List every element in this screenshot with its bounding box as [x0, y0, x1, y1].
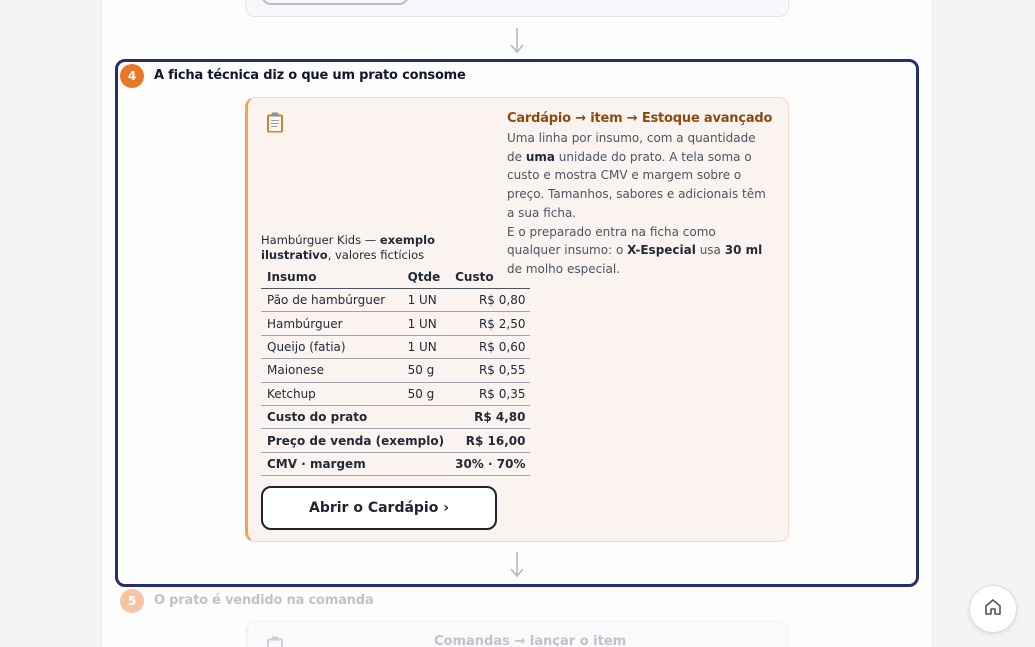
step-number-badge: 5 [120, 589, 144, 613]
text-span: Uma linha por insumo, com a quantidade de [507, 131, 756, 164]
text-span: unidade do prato. A tela soma o custo e mostra CMV e margem sobre o preço. Tamanhos, sabores e adicionais têm a sua ficha. [507, 149, 766, 220]
text-span: usa [695, 243, 725, 258]
table-row [261, 335, 530, 358]
side-paragraph [507, 129, 771, 223]
ingredient-name: Queijo (fatia) [261, 335, 402, 358]
step-number-badge: 4 [120, 64, 144, 88]
text-span: E o preparado entra na ficha como qualquer insumo: o [507, 224, 716, 258]
caption-text: Hambúrguer Kids — [261, 233, 380, 247]
table-row [261, 312, 530, 335]
previous-step-button[interactable] [261, 0, 409, 5]
ingredient-cost: R$ 0,35 [449, 382, 530, 405]
total-value: R$ 4,80 [449, 405, 530, 428]
table-row [261, 289, 530, 312]
side-title: Cardápio → item → Estoque avançado [507, 111, 773, 126]
total-value: R$ 16,00 [449, 429, 530, 452]
caption-suffix: , valores fictícios [327, 248, 425, 262]
ingredient-cost: R$ 0,80 [449, 289, 530, 312]
column-header-qtde: Qtde [402, 267, 450, 289]
table-row [261, 382, 530, 405]
total-label: Custo do prato [261, 405, 449, 428]
table-header-row [261, 267, 530, 289]
total-label: Preço de venda (exemplo) [261, 429, 449, 452]
step-title: A ficha técnica diz o que um prato consome [154, 68, 466, 83]
home-icon [983, 597, 1003, 621]
ingredients-table [261, 267, 530, 476]
ingredient-qty: 50 g [402, 382, 450, 405]
ingredient-qty: 1 UN [402, 289, 450, 312]
clipboard-icon [266, 112, 284, 133]
side-description [507, 129, 771, 279]
table-row [261, 359, 530, 382]
ingredient-name: Hambúrguer [261, 312, 402, 335]
ingredient-qty: 50 g [402, 359, 450, 382]
open-menu-button[interactable]: Abrir o Cardápio › [261, 486, 497, 530]
recipe-caption [261, 233, 501, 263]
arrow-down-icon [507, 550, 527, 580]
text-bold: 30 ml [724, 243, 763, 258]
total-label: CMV · margem [261, 452, 449, 475]
column-header-custo: Custo [449, 267, 530, 289]
caption-bold: exemplo ilustrativo [261, 233, 435, 262]
total-value: 30% · 70% [449, 452, 530, 475]
total-row [261, 405, 530, 428]
ingredient-qty: 1 UN [402, 312, 450, 335]
column-header-insumo: Insumo [261, 267, 402, 289]
text-bold: X-Especial [627, 243, 696, 258]
total-row [261, 452, 530, 475]
ingredient-name: Pão de hambúrguer [261, 289, 402, 312]
text-span: de molho especial. [507, 261, 621, 276]
ingredient-cost: R$ 0,60 [449, 335, 530, 358]
side-paragraph [507, 223, 771, 279]
arrow-down-icon [507, 26, 527, 56]
next-step-card-title: Comandas → lançar o item [434, 634, 627, 647]
ingredient-cost: R$ 0,55 [449, 359, 530, 382]
clipboard-icon [266, 636, 284, 647]
total-row [261, 429, 530, 452]
home-button[interactable] [969, 585, 1017, 633]
ingredient-name: Maionese [261, 359, 402, 382]
ingredient-cost: R$ 2,50 [449, 312, 530, 335]
text-bold: uma [525, 149, 555, 164]
ingredient-qty: 1 UN [402, 335, 450, 358]
step-title: O prato é vendido na comanda [154, 593, 374, 608]
ingredient-name: Ketchup [261, 382, 402, 405]
